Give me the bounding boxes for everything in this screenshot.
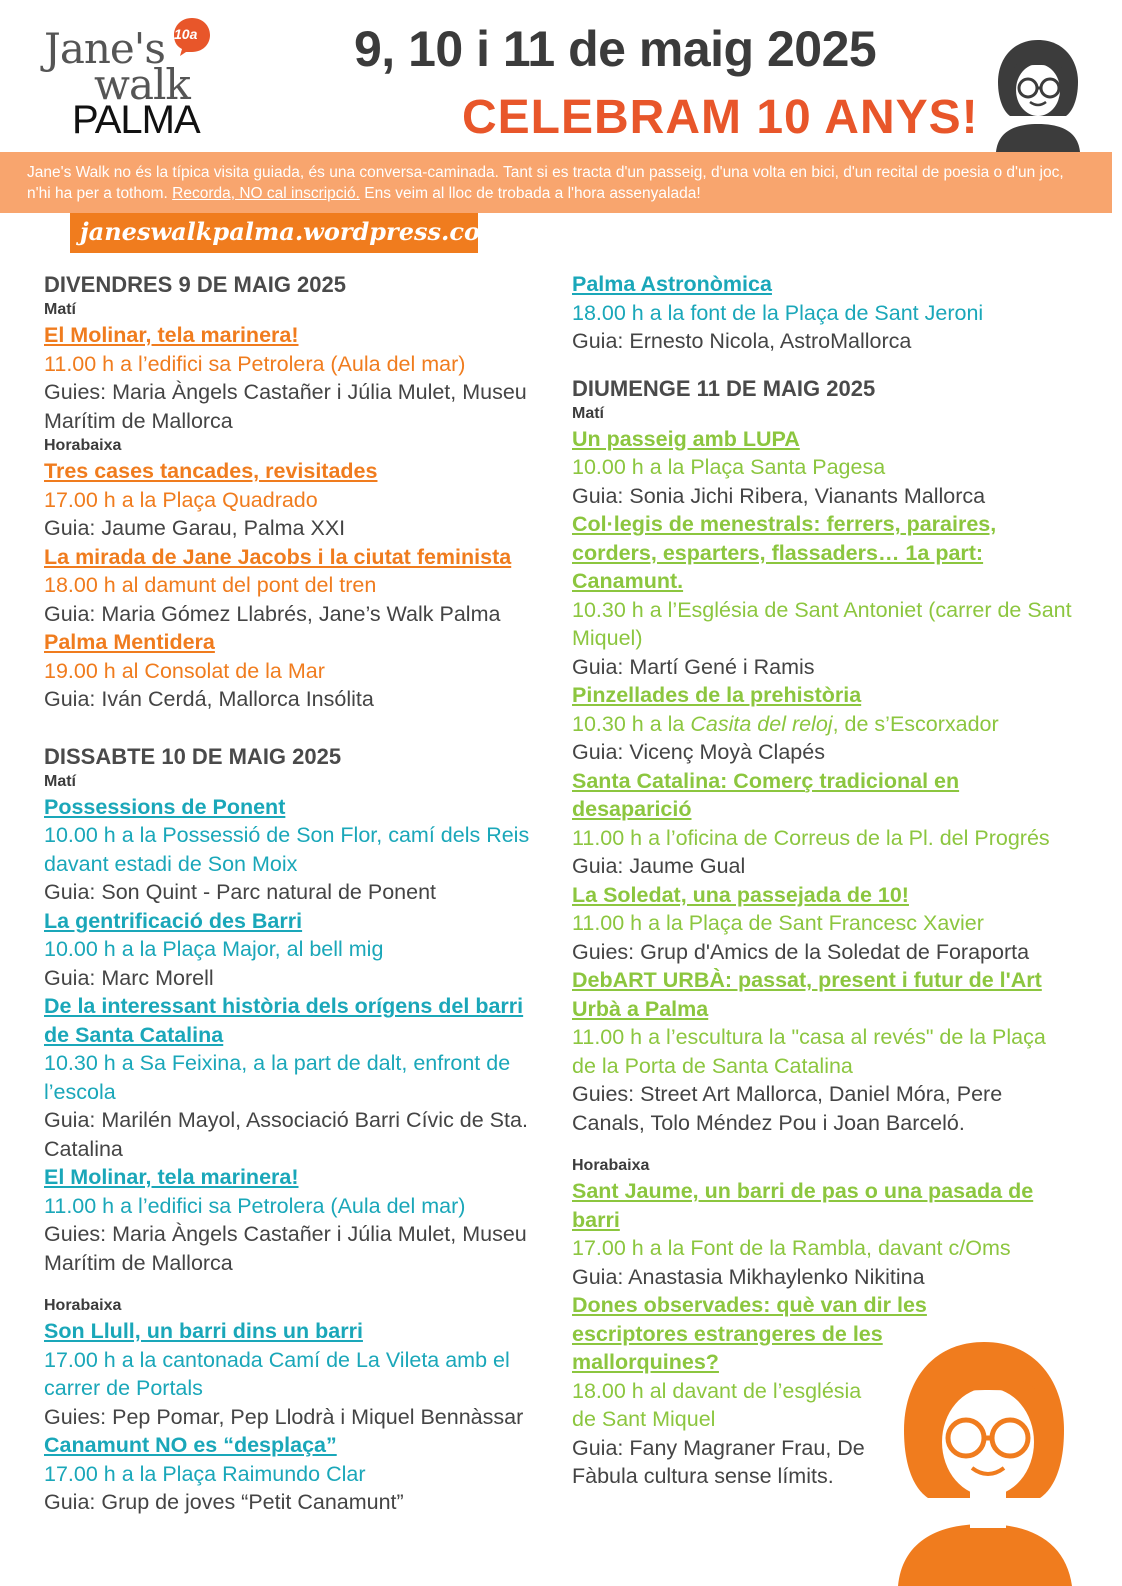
walk-time: 17.00 h a la Plaça Raimundo Clar bbox=[44, 1461, 366, 1486]
walk-place-italic: Casita del reloj bbox=[690, 711, 833, 736]
walk-title[interactable]: Tres cases tancades, revisitades bbox=[44, 459, 378, 483]
walk-time: 10.30 h a Sa Feixina, a la part de dalt, enfront de l’escola bbox=[44, 1051, 511, 1104]
walk-item bbox=[572, 881, 1072, 967]
walk-guide: Guia: Vicenç Moyà Clapés bbox=[572, 740, 825, 764]
walk-item bbox=[44, 907, 544, 993]
saturday-heading: DISSABTE 10 DE MAIG 2025 bbox=[44, 743, 342, 769]
walk-title[interactable]: Santa Catalina: Comerç tradicional en desaparició bbox=[572, 768, 960, 821]
saturday-morning-label: Matí bbox=[44, 772, 76, 790]
walk-title[interactable]: Pinzellades de la prehistòria bbox=[572, 683, 862, 707]
walk-guide: Guies: Maria Àngels Castañer i Júlia Mulet, Museu Marítim de Mallorca bbox=[44, 380, 527, 433]
spacer bbox=[44, 714, 544, 742]
walk-item bbox=[44, 628, 544, 714]
walk-time: 11.00 h a l’edifici sa Petrolera (Aula del mar) bbox=[44, 351, 466, 376]
logo-line-palma: PALMA bbox=[72, 98, 200, 142]
left-column bbox=[44, 270, 544, 1517]
jane-avatar-icon bbox=[990, 38, 1086, 152]
walk-time: 17.00 h a la cantonada Camí de La Vileta amb el carrer de Portals bbox=[44, 1347, 510, 1400]
walk-guide: Guia: Son Quint - Parc natural de Ponent bbox=[44, 880, 437, 904]
walk-item bbox=[572, 767, 1072, 881]
sunday-afternoon-label: Horabaixa bbox=[572, 1157, 650, 1174]
walk-title[interactable]: La gentrificació des Barri bbox=[44, 908, 303, 933]
header bbox=[0, 0, 1122, 152]
walk-title[interactable]: Possessions de Ponent bbox=[44, 794, 286, 819]
walk-guide: Guies: Maria Àngels Castañer i Júlia Mulet, Museu Marítim de Mallorca bbox=[44, 1222, 527, 1275]
walk-title[interactable]: Palma Astronòmica bbox=[572, 272, 772, 296]
walk-time: 10.00 h a la Plaça Major, al bell mig bbox=[44, 937, 384, 961]
walk-title[interactable]: Col·legis de menestrals: ferrers, paraires, corders, esparters, flassaders… 1a part: Canamunt. bbox=[572, 512, 997, 593]
walk-item bbox=[572, 270, 1072, 356]
walk-title[interactable]: Dones observades: què van dir les escriptores estrangeres de les mallorquines? bbox=[572, 1293, 927, 1374]
walk-guide: Guia: Marilén Mayol, Associació Barri Cívic de Sta. Catalina bbox=[44, 1108, 528, 1161]
anniversary-badge-text: 10a bbox=[174, 26, 198, 42]
janes-walk-palma-logo[interactable] bbox=[44, 12, 224, 142]
walk-item bbox=[572, 425, 1072, 511]
walk-time: 11.00 h a l’escultura la "casa al revés" de la Plaça de la Porta de Santa Catalina bbox=[572, 1025, 1046, 1078]
logo-line-janes: Jane's bbox=[44, 24, 165, 73]
walk-title[interactable]: La Soledat, una passejada de 10! bbox=[572, 882, 909, 907]
right-column bbox=[572, 270, 1072, 1491]
no-registration-note: Recorda, NO cal inscripció. bbox=[172, 185, 360, 202]
walk-item bbox=[572, 1177, 1072, 1291]
walk-guide: Guia: Martí Gené i Ramis bbox=[572, 654, 815, 679]
walk-guide: Guia: Iván Cerdá, Mallorca Insólita bbox=[44, 687, 374, 711]
walk-item bbox=[572, 966, 1072, 1137]
walk-time: 18.00 h al davant de l’església de Sant Miquel bbox=[572, 1378, 862, 1431]
event-dates-title: 9, 10 i 11 de maig 2025 bbox=[354, 21, 877, 77]
walk-item bbox=[44, 992, 544, 1163]
walk-item bbox=[44, 793, 544, 907]
spacer bbox=[572, 1137, 1072, 1155]
friday-heading: DIVENDRES 9 DE MAIG 2025 bbox=[44, 272, 346, 297]
walk-time: 18.00 h al damunt del pont del tren bbox=[44, 573, 377, 597]
walk-time: 17.00 h a la Font de la Rambla, davant c/Oms bbox=[572, 1236, 1011, 1260]
walk-title[interactable]: Palma Mentidera bbox=[44, 630, 215, 654]
walk-time: 11.00 h a l’edifici sa Petrolera (Aula del mar) bbox=[44, 1193, 466, 1218]
walk-guide: Guia: Grup de joves “Petit Canamunt” bbox=[44, 1490, 404, 1514]
website-link[interactable] bbox=[70, 213, 506, 253]
walk-time: 19.00 h al Consolat de la Mar bbox=[44, 658, 325, 683]
walk-guide: Guia: Jaume Gual bbox=[572, 854, 746, 878]
walk-item bbox=[44, 543, 544, 629]
walk-title[interactable]: Son Llull, un barri dins un barri bbox=[44, 1319, 363, 1343]
saturday-afternoon-label: Horabaixa bbox=[44, 1297, 122, 1314]
celebrate-heading: CELEBRAM 10 ANYS! bbox=[462, 91, 979, 144]
walk-time: 10.00 h a la Plaça Santa Pagesa bbox=[572, 455, 886, 479]
walk-item bbox=[44, 1431, 544, 1517]
walk-guide: Guies: Pep Pomar, Pep Llodrà i Miquel Bennàssar bbox=[44, 1404, 524, 1429]
walk-time: 18.00 h a la font de la Plaça de Sant Jeroni bbox=[572, 300, 984, 325]
walk-guide: Guia: Sonia Jichi Ribera, Vianants Mallorca bbox=[572, 483, 986, 508]
walk-guide: Guies: Street Art Mallorca, Daniel Móra, Pere Canals, Tolo Méndez Pou i Joan Barceló. bbox=[572, 1082, 1003, 1135]
walk-time: 10.00 h a la Possessió de Son Flor, camí dels Reis davant estadi de Son Moix bbox=[44, 823, 530, 876]
walk-title[interactable]: De la interessant història dels orígens del barri de Santa Catalina bbox=[44, 994, 524, 1047]
walk-time: 10.30 h a l’Església de Sant Antoniet (carrer de Sant Miquel) bbox=[572, 597, 1072, 650]
walk-title[interactable]: El Molinar, tela marinera! bbox=[44, 1165, 299, 1189]
walk-item bbox=[44, 321, 544, 435]
walk-guide: Guia: Jaume Garau, Palma XXI bbox=[44, 516, 346, 540]
jane-avatar-orange-icon bbox=[884, 1338, 1084, 1586]
walk-time: 17.00 h a la Plaça Quadrado bbox=[44, 487, 318, 512]
walk-item bbox=[44, 457, 544, 543]
walk-title[interactable]: Sant Jaume, un barri de pas o una pasada de barri bbox=[572, 1179, 1034, 1232]
walk-item bbox=[572, 510, 1072, 681]
walk-time: 11.00 h a l’oficina de Correus de la Pl. del Progrés bbox=[572, 825, 1050, 850]
sunday-heading: DIUMENGE 11 DE MAIG 2025 bbox=[572, 375, 876, 401]
walk-guide: Guia: Maria Gómez Llabrés, Jane’s Walk Palma bbox=[44, 601, 501, 626]
sunday-morning-label: Matí bbox=[572, 404, 604, 422]
walk-guide: Guia: Marc Morell bbox=[44, 965, 214, 990]
spacer bbox=[44, 1277, 544, 1295]
intro-banner bbox=[0, 152, 1112, 213]
spacer bbox=[572, 356, 1072, 374]
friday-morning-label: Matí bbox=[44, 301, 76, 318]
walk-time: 11.00 h a la Plaça de Sant Francesc Xavier bbox=[572, 911, 984, 935]
walk-title[interactable]: Canamunt NO es “desplaça” bbox=[44, 1433, 337, 1457]
walk-time: 10.30 h a la Casita del reloj, de s’Escorxador bbox=[572, 711, 999, 736]
walk-item bbox=[44, 1317, 544, 1431]
walk-guide: Guia: Ernesto Nicola, AstroMallorca bbox=[572, 329, 912, 353]
walk-guide: Guia: Anastasia Mikhaylenko Nikitina bbox=[572, 1264, 925, 1289]
walk-guide: Guia: Fany Magraner Frau, De Fàbula cultura sense límits. bbox=[572, 1435, 865, 1488]
website-url[interactable]: janeswalkpalma.wordpress.com bbox=[80, 217, 506, 246]
friday-afternoon-label: Horabaixa bbox=[44, 437, 122, 454]
intro-text: Jane's Walk no és la típica visita guiada, és una conversa-caminada. Tant si es tracta d'un passeig, d'una volta en bici, d'un recital de poesia o d'un joc, n'hi ha per a tothom. Recorda, NO cal inscripció. Ens veim al lloc de trobada a l'hora assenyalada! bbox=[27, 164, 1064, 202]
walk-title[interactable]: DebART URBÀ: passat, present i futur de l'Art Urbà a Palma bbox=[572, 968, 1042, 1021]
walk-item bbox=[44, 1163, 544, 1277]
walk-guide: Guies: Grup d'Amics de la Soledat de Foraporta bbox=[572, 939, 1030, 964]
walk-title[interactable]: Un passeig amb LUPA bbox=[572, 426, 800, 451]
walk-title[interactable]: El Molinar, tela marinera! bbox=[44, 323, 299, 347]
walk-title[interactable]: La mirada de Jane Jacobs i la ciutat feminista bbox=[44, 544, 512, 569]
walk-item bbox=[572, 681, 1072, 767]
logo-line-walk: walk bbox=[94, 60, 190, 109]
